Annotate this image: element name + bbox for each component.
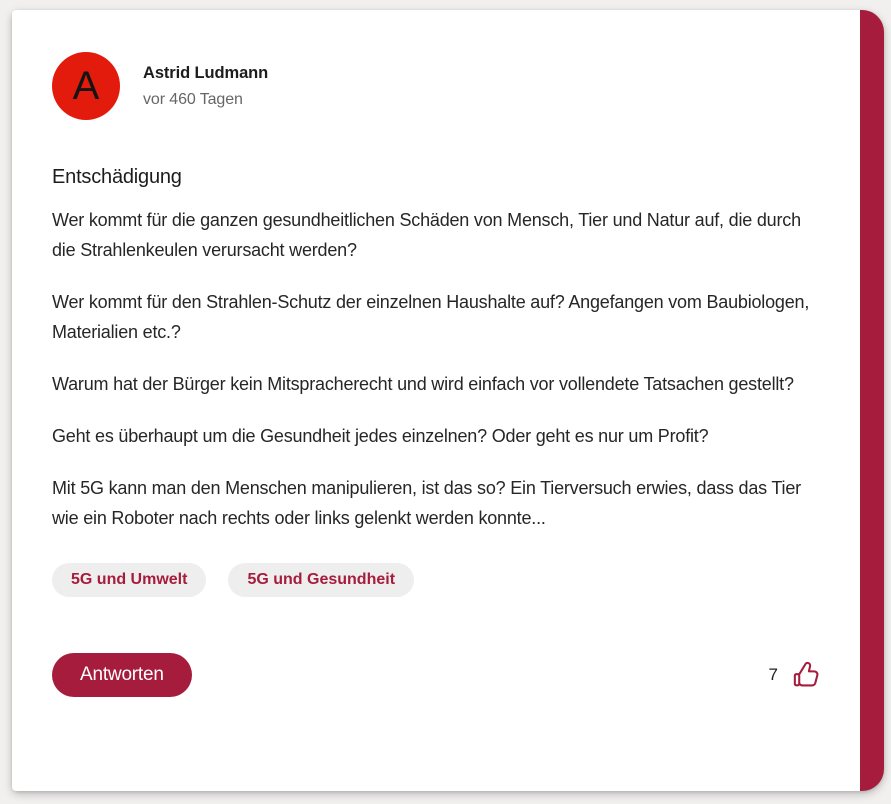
comment-paragraph: Wer kommt für die ganzen gesundheitlichen Schäden von Mensch, Tier und Natur auf, die durch die Strahlenkeulen verursacht werden? <box>52 210 801 260</box>
author-block <box>143 64 268 109</box>
tag-5g-und-umwelt[interactable]: 5G und Umwelt <box>52 563 206 597</box>
comment-timestamp: vor 460 Tagen <box>143 90 243 108</box>
comment-paragraph: Wer kommt für den Strahlen-Schutz der einzelnen Haushalte auf? Angefangen vom Baubiologen, Materialien etc.? <box>52 292 810 342</box>
avatar[interactable] <box>52 52 120 120</box>
comment-paragraph: Mit 5G kann man den Menschen manipulieren, ist das so? Ein Tierversuch erwies, dass das Tier wie ein Roboter nach rechts oder links gelenkt werden konnte... <box>52 478 801 528</box>
comment-card <box>12 10 860 791</box>
thumbs-up-icon[interactable] <box>791 660 824 691</box>
comment-body <box>52 205 824 533</box>
tag-row <box>52 563 824 597</box>
like-count: 7 <box>768 665 778 684</box>
author-name: Astrid Ludmann <box>143 63 269 82</box>
comment-footer <box>52 653 824 697</box>
comment-header <box>52 52 824 120</box>
likes-group <box>769 660 824 691</box>
comment-title: Entschädigung <box>52 166 182 188</box>
reply-button[interactable]: Antworten <box>52 653 192 697</box>
comment-paragraph: Warum hat der Bürger kein Mitspracherecht und wird einfach vor vollendete Tatsachen gestellt? <box>52 374 794 394</box>
tag-5g-und-gesundheit[interactable]: 5G und Gesundheit <box>228 563 414 597</box>
avatar-initial: A <box>72 63 100 108</box>
comment-card-accent-edge <box>12 10 884 791</box>
comment-paragraph: Geht es überhaupt um die Gesundheit jedes einzelnen? Oder geht es nur um Profit? <box>52 426 709 446</box>
